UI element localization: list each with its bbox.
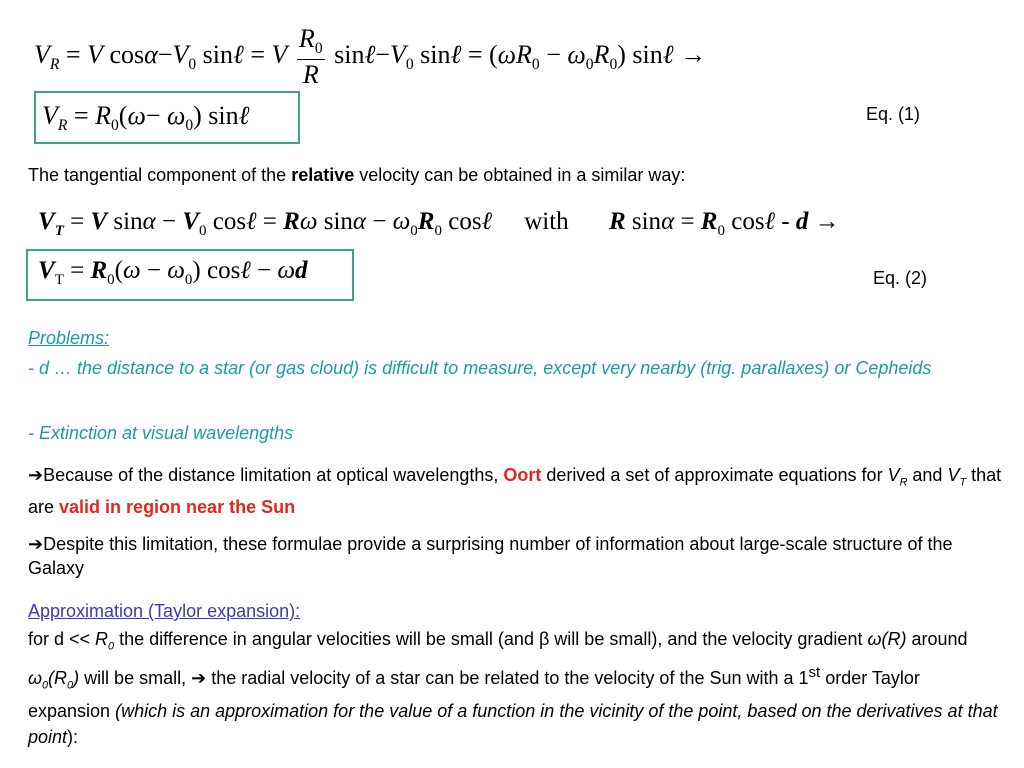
equation-vt-derivation: $V_T = V$ $\sin\alpha - V_0$ cosℓ = Rω $\sin\alpha - \omega_0R_0$ cosℓ with R $\sin\alpha = R_0$ cosℓ - d →: [38, 208, 840, 239]
problem-extinction: - Extinction at visual wavelengths: [28, 423, 294, 443]
equation-1-label: Eq. (1): [866, 104, 921, 124]
problem-distance: - d … the distance to a star (or gas cloud) is difficult to measure, except very nearby (trig. parallaxes) or Cepheids: [28, 358, 932, 378]
equation-vr-derivation: $V_R = V$ $\cos\alpha-V_0$ sinℓ = V $\frac{R_0}{R}$ $\sin\ell-V_0$ sinℓ = $(\omega R_0 - \omega_0R_0)$ sinℓ →: [34, 24, 707, 89]
approx-heading: Approximation (Taylor expansion):: [28, 601, 301, 621]
valid-region-emphasis: valid in region near the Sun: [59, 496, 296, 517]
with-word: with: [524, 208, 569, 235]
approx-paragraph: for $d << R_0$ the difference in angular velocities will be small (and β will be small), and the velocity gradient ω(R) around $\omega_0(R_0)$ will be small, ➔ the radial velocity of a star can be related to the velocity of the Sun with a 1st order Taylor expansion (which is an approximation for the value of a function in the vicinity of the point, based on the derivatives at that point):: [28, 629, 998, 748]
intro-text: The tangential component of the relative velocity can be obtained in a similar way:: [28, 165, 686, 185]
equation-2: $V_T = R_0(\omega - \omega_0)$ cosℓ − ωd: [38, 257, 308, 288]
oort-name: Oort: [503, 465, 542, 485]
problems-heading: Problems:: [28, 328, 110, 348]
equation-1: $V_R = R_0(\omega- \omega_0)$ sinℓ: [42, 101, 250, 135]
arrow-icon: ➔: [28, 465, 44, 485]
relative-emphasis: relative: [291, 165, 355, 185]
arrow-icon: ➔: [28, 534, 44, 554]
oort-paragraph: ➔Because of the distance limitation at optical wavelengths, Oort derived a set of approximate equations for $V_R$ and $V_T$ that are valid in region near the Sun: [28, 465, 1002, 517]
despite-paragraph: ➔Despite this limitation, these formulae provide a surprising number of information about large-scale structure of the Galaxy: [28, 534, 953, 578]
arrow-icon: ➔: [191, 667, 207, 688]
equation-2-label: Eq. (2): [873, 268, 928, 288]
